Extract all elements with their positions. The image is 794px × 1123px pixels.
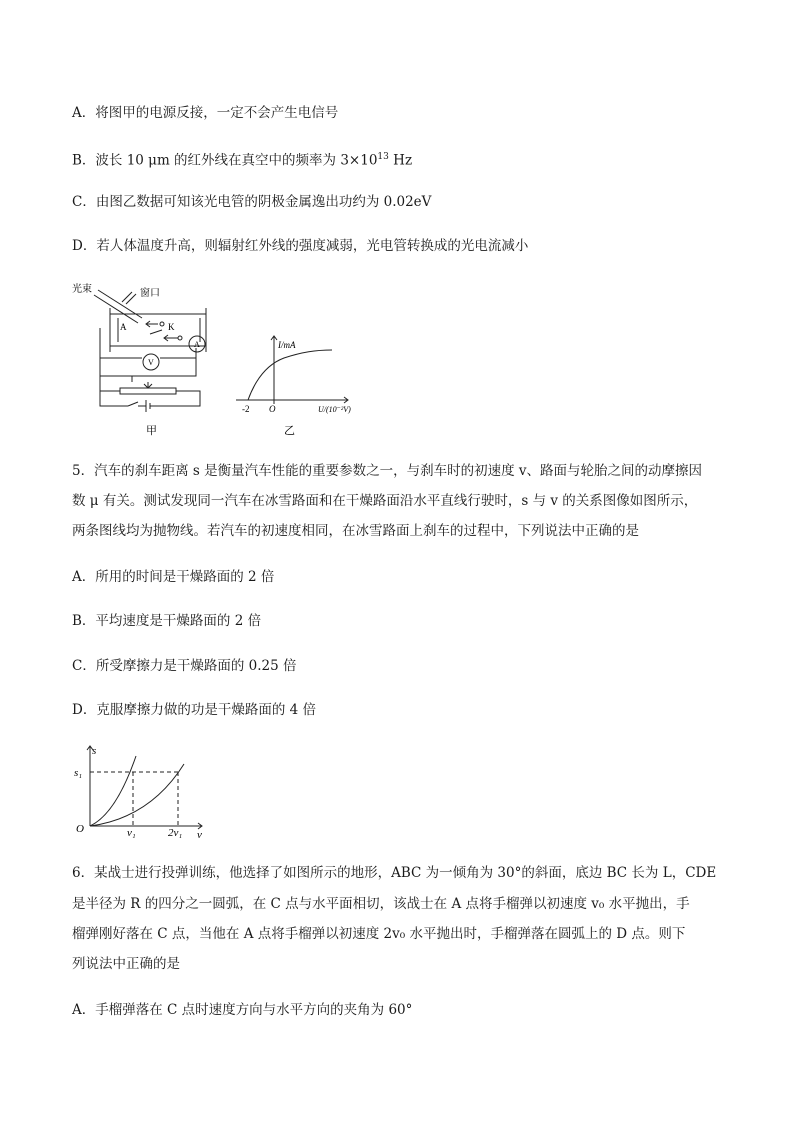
q5-stem-line-1: 5．汽车的刹车距离 s 是衡量汽车性能的重要参数之一，与刹车时的初速度 v、路面与轮胎之间的动摩擦因 (72, 463, 703, 479)
fig-yi-caption: 乙 (284, 425, 295, 437)
fig-yi-ylabel: I/mA (278, 340, 296, 350)
q4-option-d: D．若人体温度升高，则辐射红外线的强度减弱，光电管转换成的光电流减小 (72, 238, 529, 254)
fig-yi-xlabel: U/(10⁻²V) (318, 405, 351, 414)
q5-graph-origin: O (76, 823, 84, 835)
q6-stem-line-3: 榴弹刚好落在 C 点，当他在 A 点将手榴弹以初速度 2v₀ 水平抛出时，手榴弹落在圆弧上的 D 点。则下 (72, 926, 686, 942)
q5-option-b: B．平均速度是干燥路面的 2 倍 (72, 613, 262, 629)
q6-stem-line-2: 是半径为 R 的四分之一圆弧，在 C 点与水平面相切，该战士在 A 点将手榴弹以初速度 v₀ 水平抛出，手 (72, 896, 690, 912)
figure-yi-graph (228, 330, 368, 440)
q4-option-a: A．将图甲的电源反接，一定不会产生电信号 (72, 105, 339, 121)
q4-option-b (72, 147, 412, 171)
q6-option-a: A．手榴弹落在 C 点时速度方向与水平方向的夹角为 60° (72, 1002, 413, 1018)
q5-option-d: D．克服摩擦力做的功是干燥路面的 4 倍 (72, 702, 316, 718)
q5-stem-line-3: 两条图线均为抛物线。若汽车的初速度相同，在冰雪路面上刹车的过程中，下列说法中正确的是 (72, 523, 639, 539)
q5-graph-2v1: 2v₁ (168, 827, 183, 838)
q5-sv-graph (70, 742, 220, 838)
q4-option-b-prefix: B．波长 10 μm 的红外线在真空中的频率为 3×10 (72, 152, 378, 169)
fig-yi-tick-neg2: -2 (242, 404, 250, 414)
fig-jia-voltmeter-label: V (148, 358, 154, 367)
fig-jia-ammeter-label: A (194, 340, 200, 349)
fig-yi-origin: O (269, 404, 276, 414)
fig-jia-cathode-label: K (168, 322, 175, 332)
q6-stem-line-4: 列说法中正确的是 (72, 956, 180, 972)
q6-stem-line-1: 6．某战士进行投弹训练，他选择了如图所示的地形，ABC 为一倾角为 30°的斜面，底边 BC 长为 L，CDE (72, 865, 717, 881)
q4-option-b-suffix: Hz (388, 152, 413, 169)
q5-graph-s1: s₁ (74, 767, 83, 779)
q4-option-b-exponent: 13 (377, 152, 389, 162)
q5-option-a: A．所用的时间是干燥路面的 2 倍 (72, 569, 275, 585)
fig-jia-anode-label: A (120, 322, 127, 332)
figure-jia-circuit (70, 278, 220, 440)
q5-option-c: C．所受摩擦力是干燥路面的 0.25 倍 (72, 658, 297, 674)
q5-graph-xlabel: v (197, 829, 202, 838)
q5-graph-v1: v₁ (127, 827, 136, 838)
fig-jia-caption: 甲 (146, 425, 157, 437)
q5-stem-line-2: 数 μ 有关。测试发现同一汽车在冰雪路面和在干燥路面沿水平直线行驶时，s 与 v 的关系图像如图所示， (72, 493, 698, 509)
fig-jia-light-label: 光束 (72, 284, 92, 295)
fig-jia-window-label: 窗口 (140, 288, 160, 299)
q5-graph-ylabel: s (92, 745, 97, 757)
q4-option-c: C．由图乙数据可知该光电管的阴极金属逸出功约为 0.02eV (72, 194, 432, 210)
